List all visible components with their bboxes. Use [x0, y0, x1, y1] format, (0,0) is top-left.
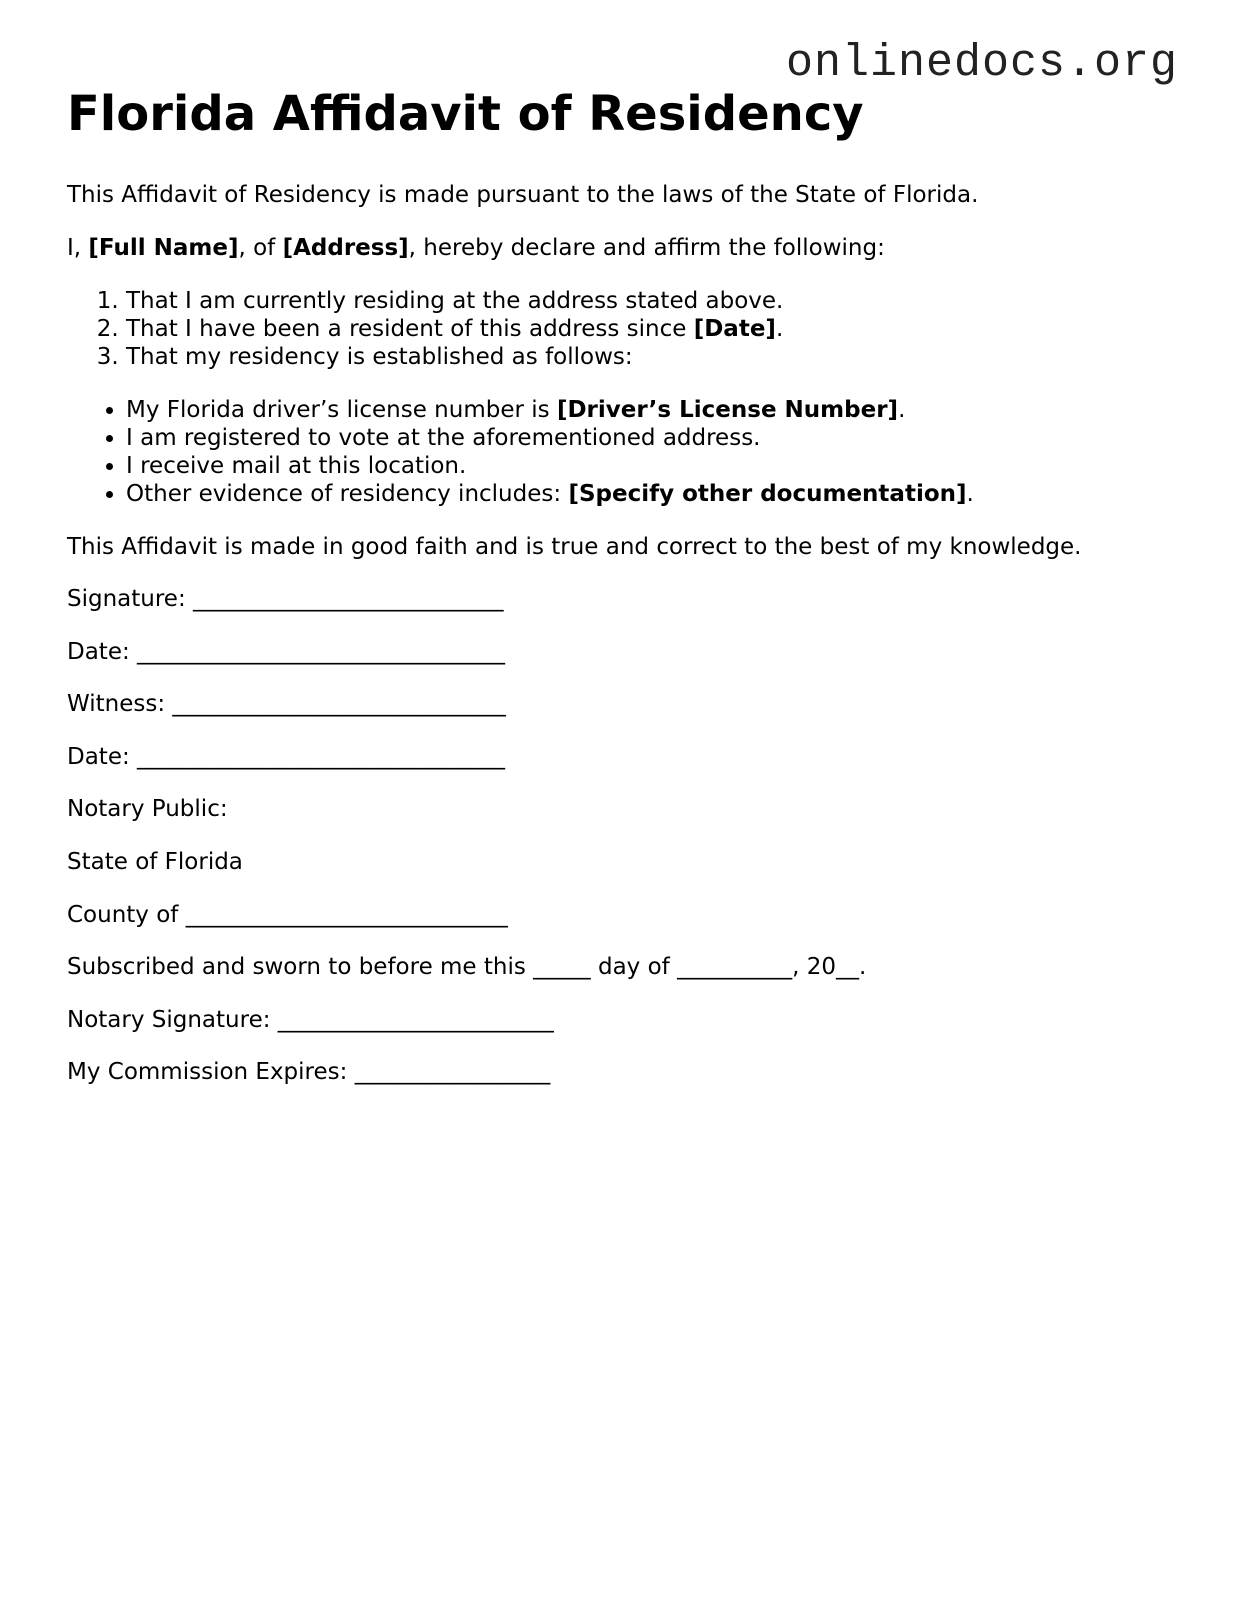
- declaration-middle: , of: [238, 234, 283, 261]
- sworn-line: Subscribed and sworn to before me this _____ day of __________, 20__.: [67, 954, 867, 981]
- notary-public-label: Notary Public:: [67, 796, 228, 823]
- full-name-field: [Full Name]: [88, 234, 239, 261]
- watermark: onlinedocs.org: [785, 38, 1178, 89]
- date-line: Date: ________________________________: [67, 638, 506, 665]
- witness-line: Witness: _____________________________: [67, 691, 506, 718]
- numbered-item-2: [126, 315, 1177, 343]
- page-title: Florida Affidavit of Residency: [67, 86, 864, 142]
- bullet-item-mail: • I receive mail at this location.: [126, 452, 1177, 480]
- bullet-item-license: [126, 396, 1177, 424]
- resident-since-date-field: [Date]: [693, 316, 776, 343]
- numbered-item-2-suffix: .: [775, 316, 784, 343]
- witness-date-line: Date: ________________________________: [67, 743, 506, 770]
- numbered-list: [67, 287, 1177, 371]
- state-label: State of Florida: [67, 849, 243, 876]
- notary-signature-line: Notary Signature: ________________________: [67, 1006, 554, 1033]
- other-documentation-field: [Specify other documentation]: [568, 481, 967, 508]
- evidence-list: [67, 396, 1177, 508]
- bullet-item-vote: • I am registered to vote at the aforementioned address.: [126, 424, 1177, 452]
- intro-paragraph: This Affidavit of Residency is made pursuant to the laws of the State of Florida.: [67, 182, 979, 208]
- bullet-item-other-suffix: .: [966, 481, 974, 508]
- bullet-item-license-text: My Florida driver’s license number is: [126, 397, 557, 424]
- signature-line: Signature: ___________________________: [67, 586, 504, 613]
- document-body: [67, 84, 1177, 1112]
- commission-expires-line: My Commission Expires: _________________: [67, 1059, 551, 1086]
- declaration-suffix: , hereby declare and affirm the following:: [408, 234, 885, 261]
- declaration-paragraph: [67, 235, 1177, 263]
- declaration-prefix: I,: [67, 234, 89, 261]
- bullet-item-license-suffix: .: [898, 397, 906, 424]
- numbered-item-1: 1. That I am currently residing at the address stated above.: [126, 287, 1177, 315]
- bullet-item-other: [126, 480, 1177, 508]
- county-line: County of ____________________________: [67, 901, 508, 928]
- bullet-item-other-text: Other evidence of residency includes:: [126, 481, 569, 508]
- good-faith-statement: This Affidavit is made in good faith and is true and correct to the best of my knowledge.: [67, 533, 1082, 560]
- address-field: [Address]: [282, 234, 409, 261]
- drivers-license-field: [Driver’s License Number]: [556, 397, 899, 424]
- numbered-item-3: 3. That my residency is established as follows:: [126, 343, 1177, 371]
- numbered-item-2-text: That I have been a resident of this address since: [126, 316, 694, 343]
